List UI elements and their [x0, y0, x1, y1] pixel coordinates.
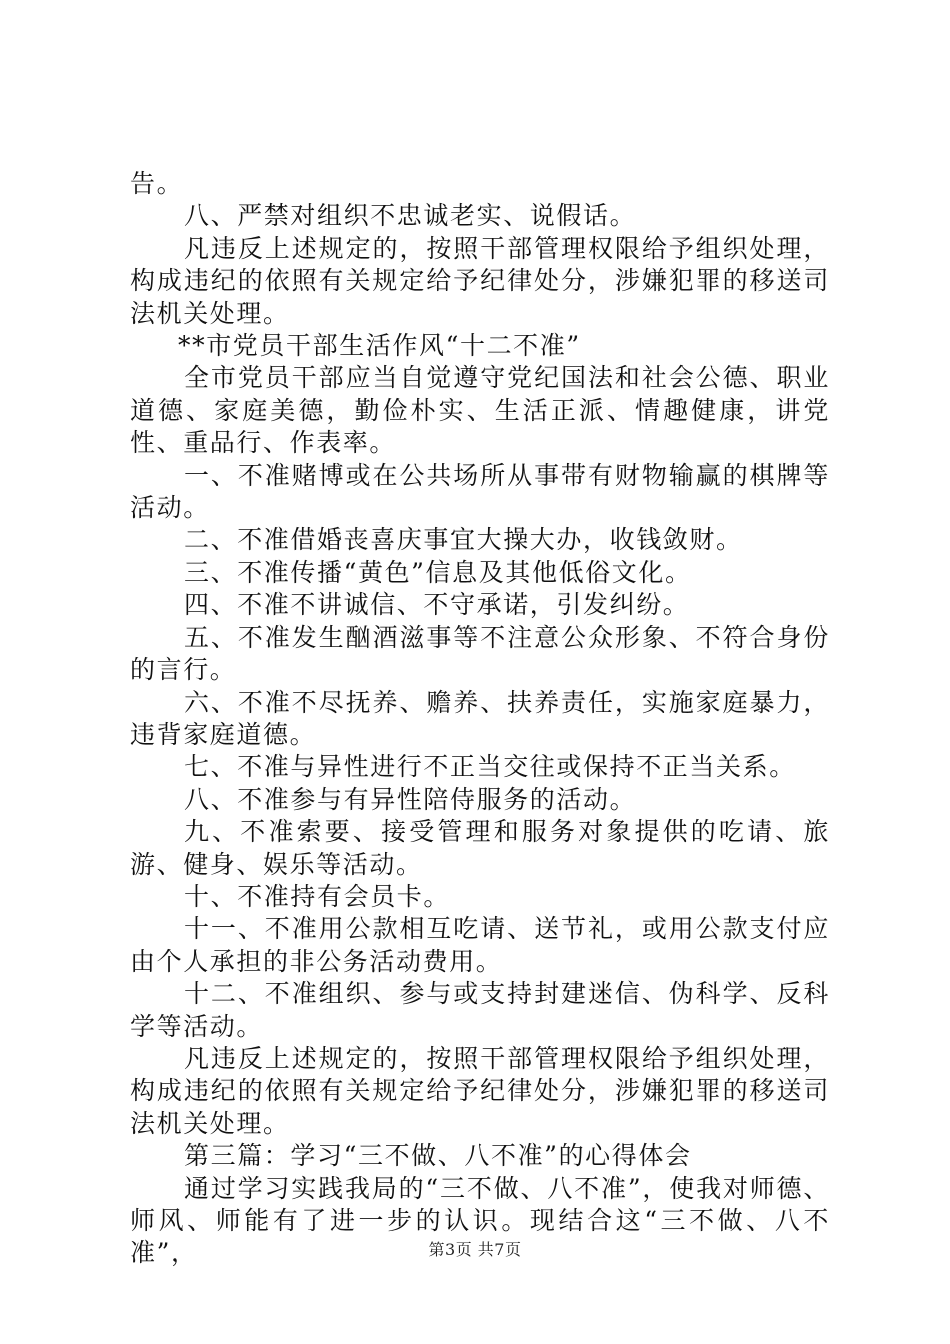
rule-item-2: 二、不准借婚丧喜庆事宜大操大办，收钱敛财。 — [184, 525, 743, 555]
rule-item-5: 五、不准发生酗酒滋事等不注意公众形象、不符合身份的言行。 — [130, 622, 830, 685]
rule-item-6: 六、不准不尽抚养、赡养、扶养责任，实施家庭暴力，违背家庭道德。 — [130, 687, 830, 749]
paragraph-3: 凡违反上述规定的，按照干部管理权限给予组织处理，构成违纪的依照有关规定给予纪律处分，涉嫌犯罪的移送司法机关处理。 — [130, 233, 830, 328]
rule-item-10: 十、不准持有会员卡。 — [184, 881, 451, 911]
paragraph-5: 全市党员干部应当自觉遵守党纪国法和社会公德、职业道德、家庭美德，勤俭朴实、生活正派、情趣健康，讲党性、重品行、作表率。 — [130, 363, 830, 458]
paragraph-1: 告。 — [130, 169, 184, 198]
paragraph-2: 八、严禁对组织不忠诚老实、说假话。 — [184, 201, 637, 231]
page-footer: 第3页 共7页 — [428, 1240, 522, 1259]
rule-item-11: 十一、不准用公款相互吃请、送节礼，或用公款支付应由个人承担的非公务活动费用。 — [130, 914, 830, 976]
rule-item-3: 三、不准传播“黄色”信息及其他低俗文化。 — [184, 557, 692, 587]
section-heading: **市党员干部生活作风“十二不准” — [178, 331, 581, 361]
rule-item-7: 七、不准与异性进行不正当交往或保持不正当关系。 — [184, 752, 796, 782]
rule-item-9: 九、不准索要、接受管理和服务对象提供的吃请、旅游、健身、娱乐等活动。 — [130, 817, 830, 879]
paragraph-closing: 凡违反上述规定的，按照干部管理权限给予组织处理，构成违纪的依照有关规定给予纪律处分，涉嫌犯罪的移送司法机关处理。 — [130, 1043, 830, 1138]
paragraph-last: 通过学习实践我局的“三不做、八不准”，使我对师德、师风、师能有了进一步的认识。现结合这“三不做、八不准”， — [130, 1173, 830, 1268]
rule-item-1: 一、不准赌博或在公共场所从事带有财物输赢的棋牌等活动。 — [130, 460, 830, 523]
rule-item-4: 四、不准不讲诚信、不守承诺，引发纠纷。 — [184, 590, 690, 620]
chapter-title: 第三篇：学习“三不做、八不准”的心得体会 — [184, 1141, 692, 1171]
rule-item-12: 十二、不准组织、参与或支持封建迷信、伪科学、反科学等活动。 — [130, 979, 830, 1041]
rule-item-8: 八、不准参与有异性陪侍服务的活动。 — [184, 784, 637, 814]
document-body — [130, 168, 830, 1270]
